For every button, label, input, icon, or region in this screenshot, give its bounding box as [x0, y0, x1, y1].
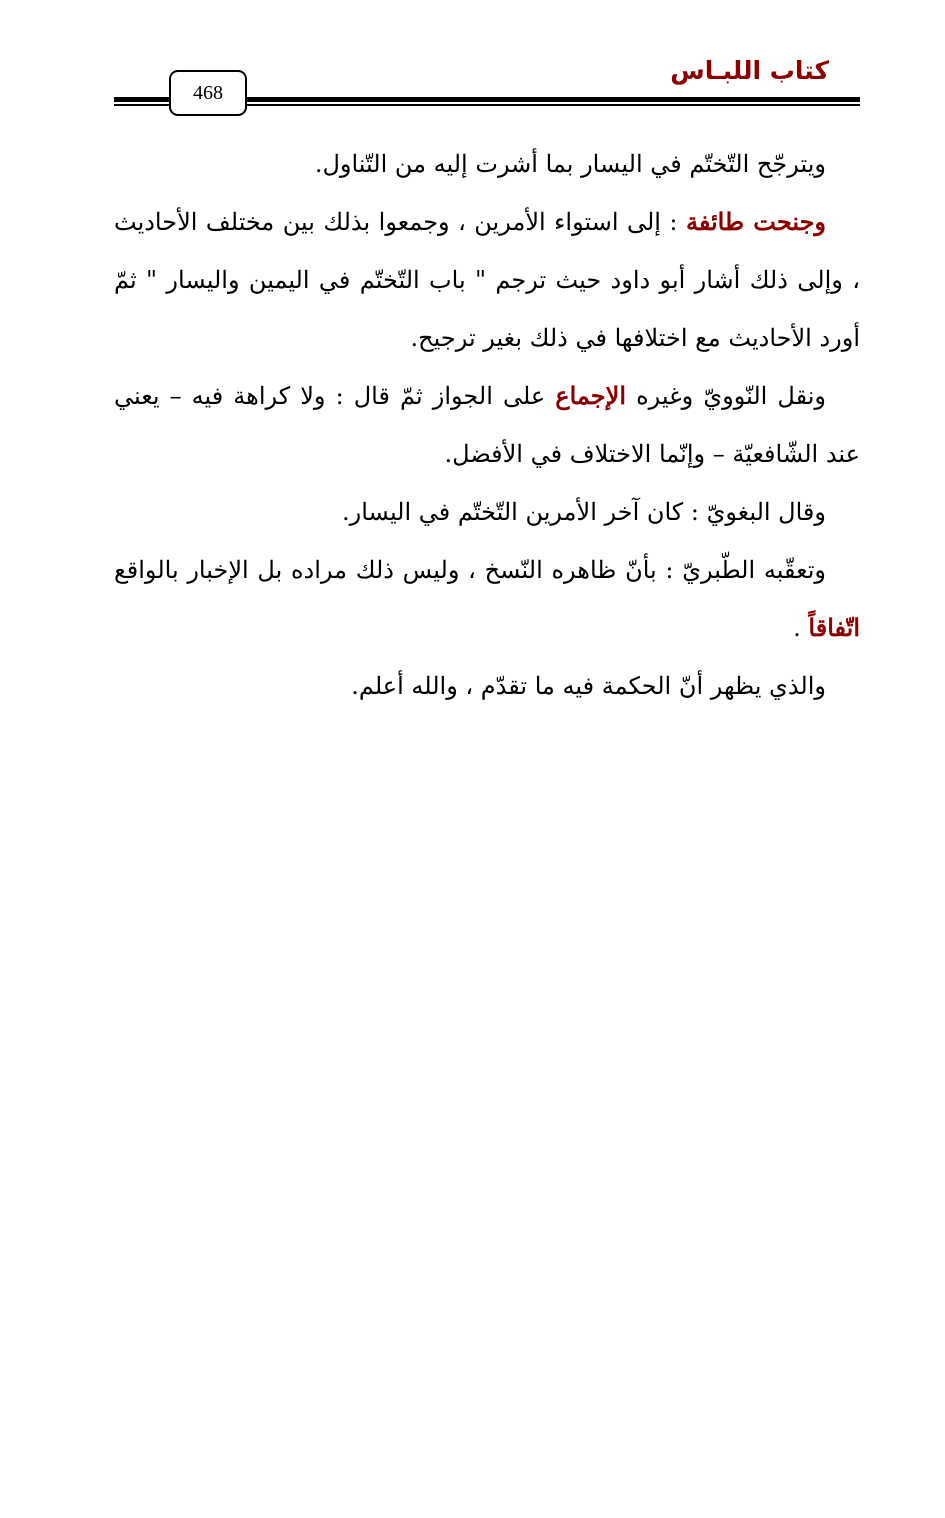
paragraph [114, 193, 860, 367]
paragraph-text: على الجواز ثمّ قال : ولا كراهة فيه – يعني عند الشّافعيّة – وإنّما الاختلاف في الأفضل. [114, 382, 860, 468]
highlighted-term: اتّفاقاً [808, 613, 860, 642]
paragraph-text: وقال البغويّ : كان آخر الأمرين التّختّم في اليسار. [342, 498, 826, 526]
paragraph-text: ويترجّح التّختّم في اليسار بما أشرت إليه من التّناول. [314, 150, 826, 178]
paragraph [114, 541, 860, 657]
paragraph-text: والذي يظهر أنّ الحكمة فيه ما تقدّم ، والله أعلم. [351, 672, 826, 700]
paragraph [114, 135, 860, 193]
paragraph-text: وتعقّبه الطّبريّ : بأنّ ظاهره النّسخ ، وليس ذلك مراده بل الإخبار بالواقع [114, 556, 826, 584]
highlighted-term: الإجماع [555, 381, 626, 410]
highlighted-term: وجنحت طائفة [685, 207, 827, 236]
paragraph [114, 657, 860, 715]
page-header-title: كتاب اللبـاس [670, 56, 829, 85]
paragraph-text: : إلى استواء الأمرين ، وجمعوا بذلك بين مختلف الأحاديث ، وإلى ذلك أشار أبو داود حيث ترجم " باب التّختّم في اليمين واليسار " ثمّ أورد الأحاديث مع اختلافها في ذلك بغير ترجيح. [114, 208, 860, 352]
page-number: 468 [169, 70, 247, 116]
paragraph-text: . [793, 614, 809, 642]
paragraph [114, 483, 860, 541]
paragraph-text: ونقل النّوويّ وغيره [626, 382, 826, 410]
paragraph [114, 367, 860, 483]
body-text [114, 135, 860, 715]
